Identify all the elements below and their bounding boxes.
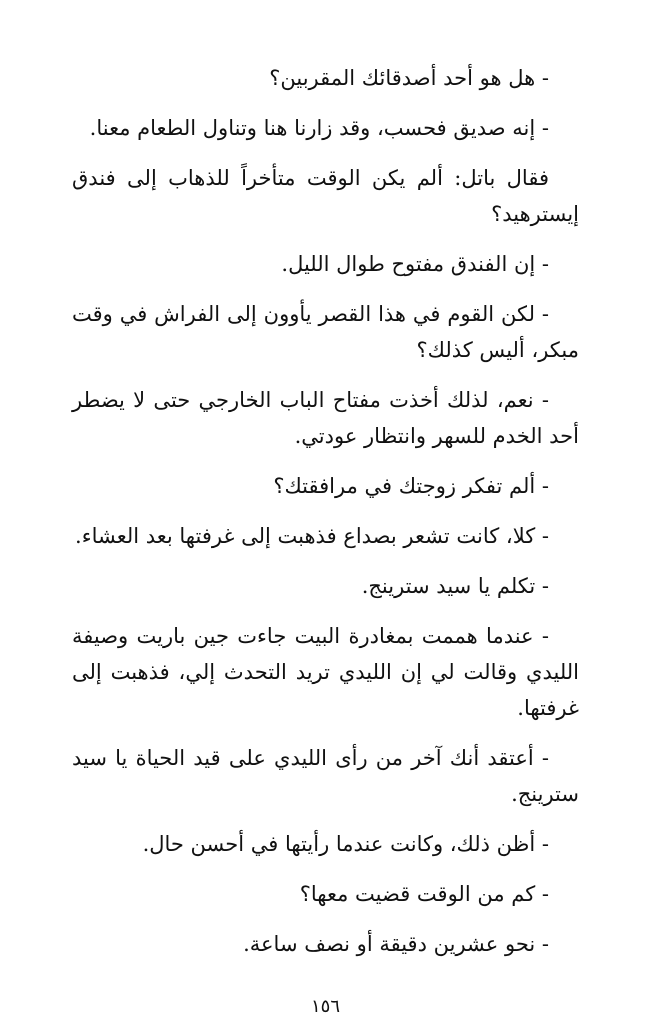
- page-body: [72, 60, 579, 976]
- paragraph: - أظن ذلك، وكانت عندما رأيتها في أحسن حال.: [142, 832, 549, 856]
- paragraph: - إن الفندق مفتوح طوال الليل.: [281, 252, 549, 276]
- paragraph: - كلا، كانت تشعر بصداع فذهبت إلى غرفتها بعد العشاء.: [75, 524, 549, 548]
- paragraph: - أعتقد أنك آخر من رأى الليدي على قيد الحياة يا سيد سترينج.: [72, 746, 579, 806]
- paragraph: - لكن القوم في هذا القصر يأوون إلى الفراش في وقت مبكر، أليس كذلك؟: [72, 302, 579, 362]
- paragraph: - نحو عشرين دقيقة أو نصف ساعة.: [243, 932, 549, 956]
- paragraph: - كم من الوقت قضيت معها؟: [299, 882, 549, 906]
- paragraph: - ألم تفكر زوجتك في مرافقتك؟: [273, 474, 549, 498]
- paragraph: - هل هو أحد أصدقائك المقربين؟: [269, 66, 549, 90]
- page-number: ١٥٦: [310, 996, 340, 1017]
- paragraph: فقال باتل: ألم يكن الوقت متأخراً للذهاب إلى فندق إيسترهيد؟: [72, 166, 579, 226]
- paragraph: - نعم، لذلك أخذت مفتاح الباب الخارجي حتى لا يضطر أحد الخدم للسهر وانتظار عودتي.: [72, 388, 579, 448]
- paragraph: - عندما هممت بمغادرة البيت جاءت جين باريت وصيفة الليدي وقالت لي إن الليدي تريد التحدث إلي، فذهبت إلى غرفتها.: [72, 624, 579, 720]
- paragraph: - تكلم يا سيد سترينج.: [361, 574, 549, 598]
- paragraph: - إنه صديق فحسب، وقد زارنا هنا وتناول الطعام معنا.: [89, 116, 549, 140]
